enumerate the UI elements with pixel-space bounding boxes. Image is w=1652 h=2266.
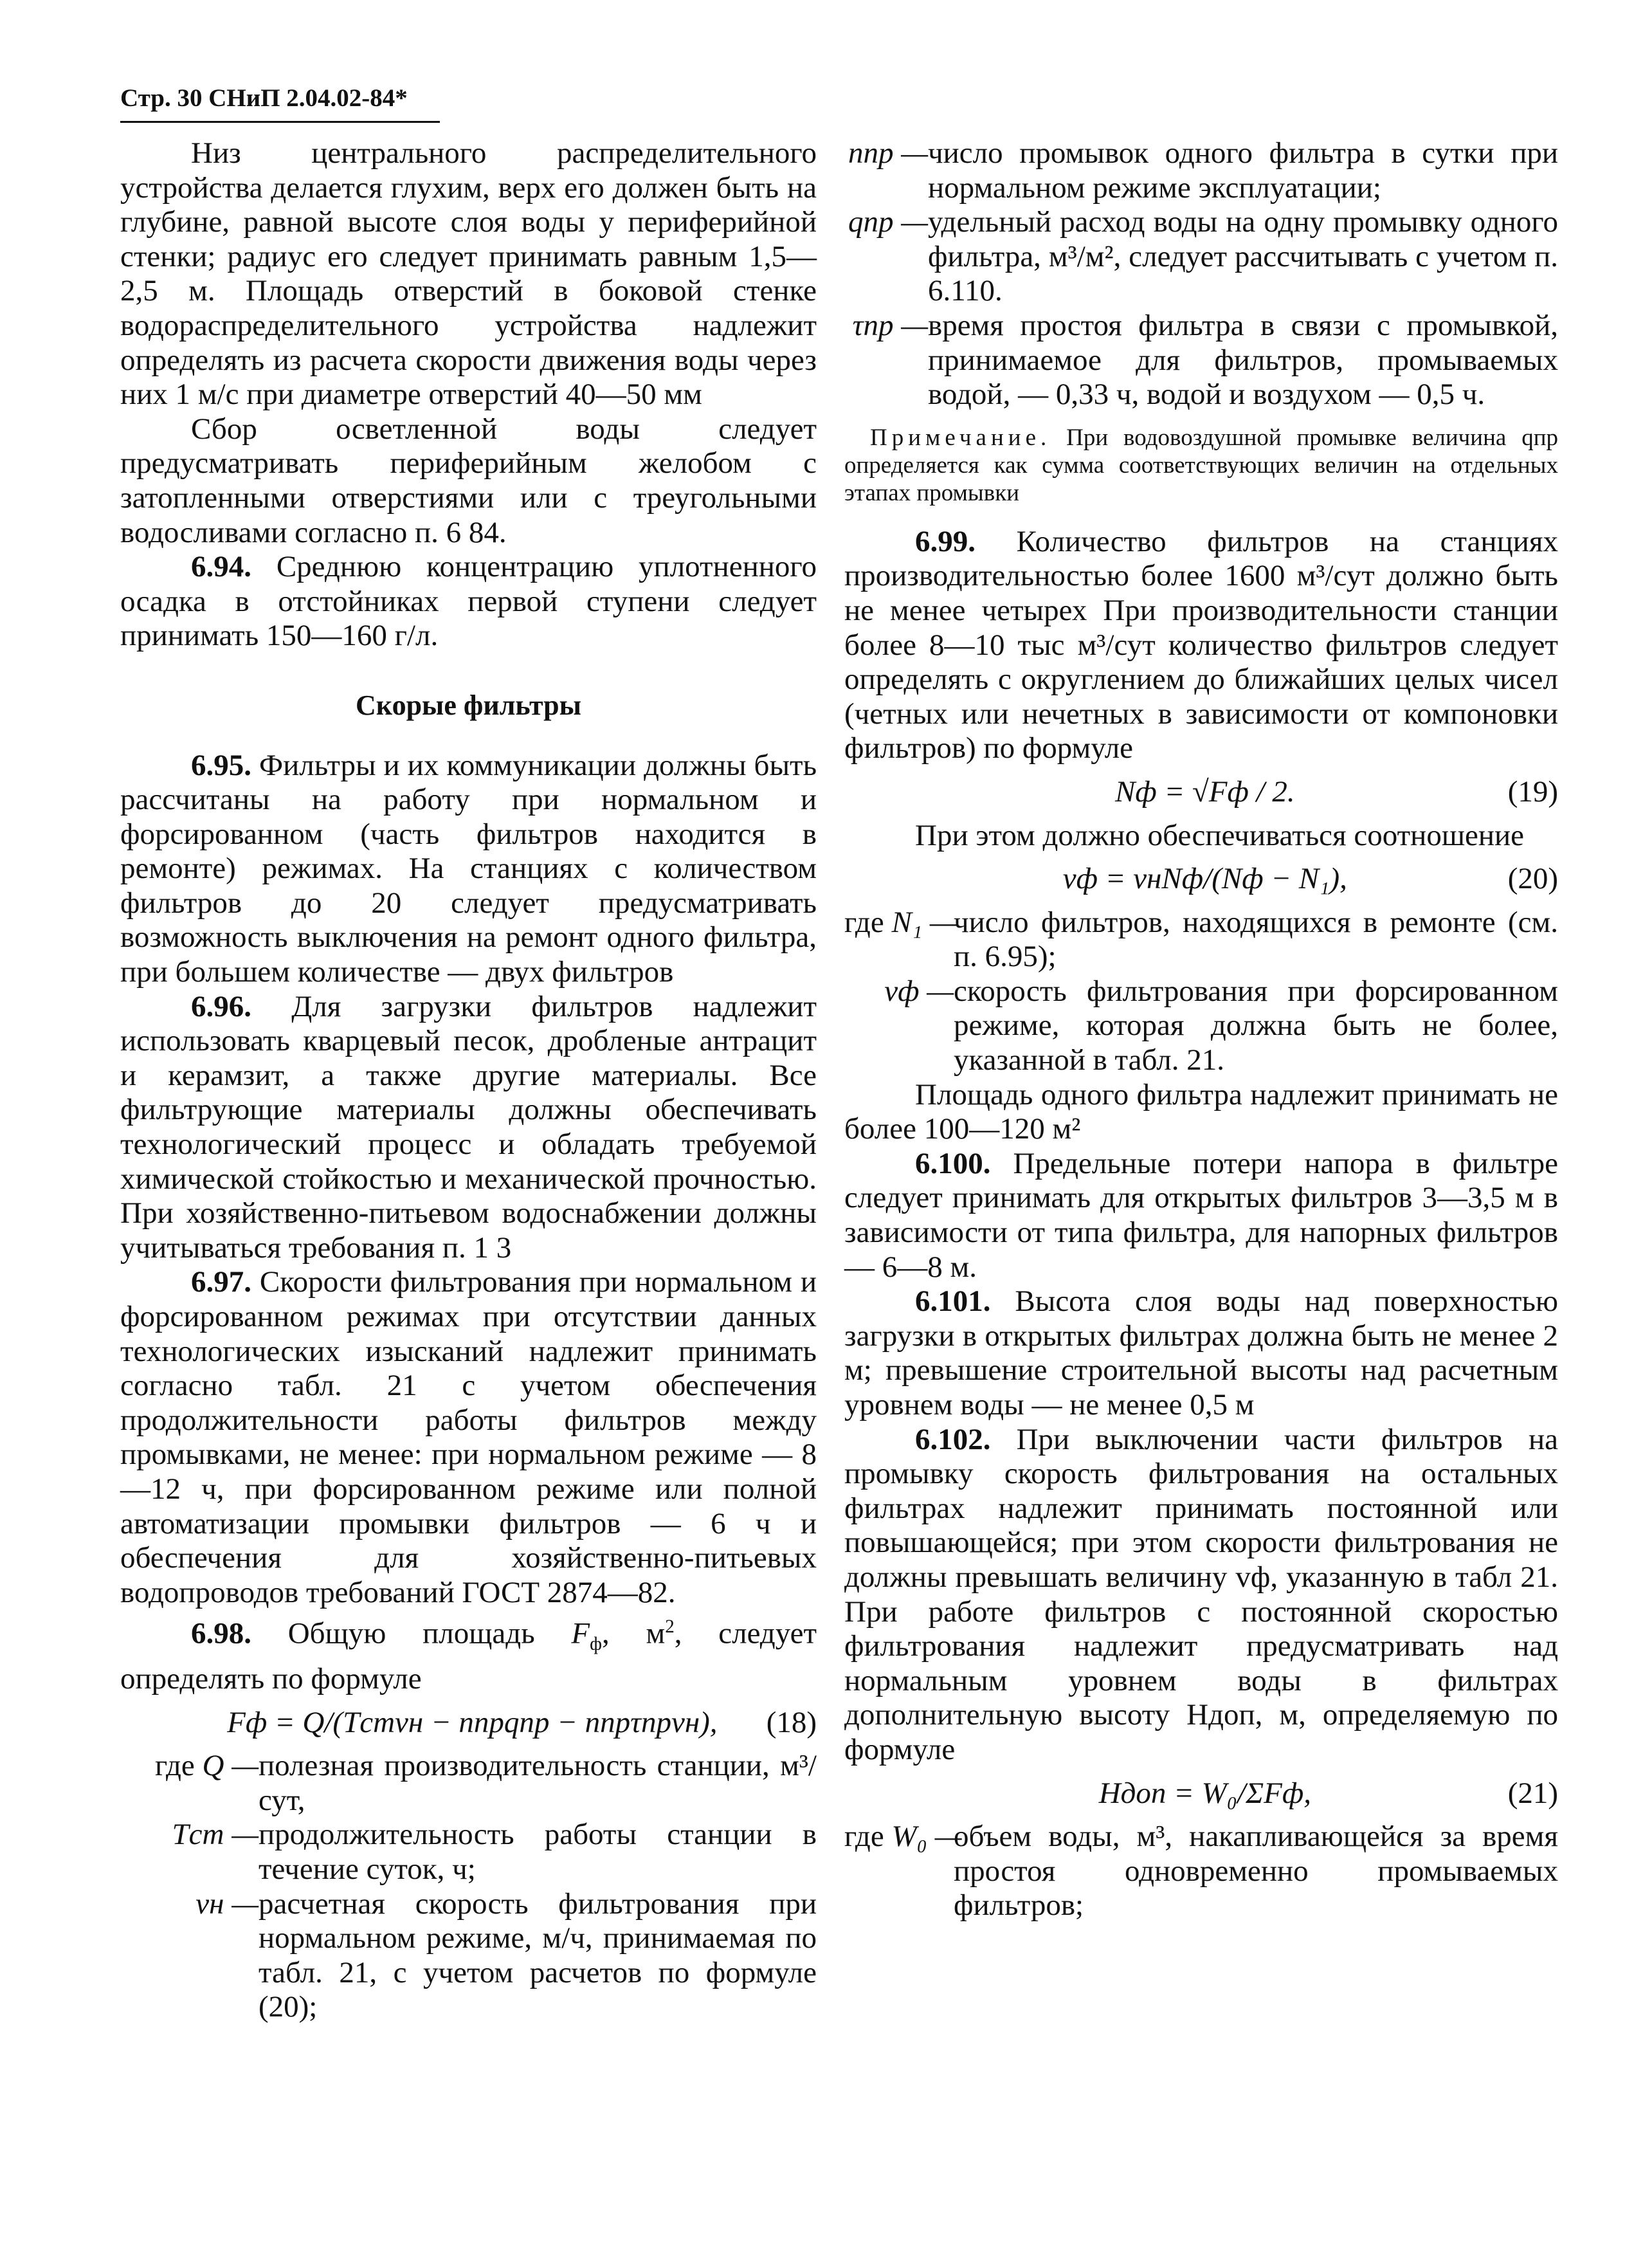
formula-18 (120, 1706, 817, 1741)
formula-19 (844, 775, 1558, 810)
formula-expression: vф = vнNф/(Nф − N₁), (1062, 862, 1347, 896)
formula-number: (19) (1507, 774, 1558, 809)
clause-text: Общую площадь (251, 1617, 572, 1650)
clause-text: При выключении части фильтров на промывку скорость фильтрования на остальных фильтрах надлежит принимать постоянной или повышающейся; при этом скорости фильтрования не должны превышать величину vф, указанную в табл 21. При работе фильтров с постоянной скоростью фильтрования надлежит предусматривать над нормальным уровнем воды в фильтрах дополнительную высоту Hдоп, м, определяемую по формуле (844, 1422, 1558, 1766)
where-word: где (844, 1820, 884, 1854)
definition-symbol: Tст — (172, 1818, 259, 1852)
clause-text-unit: , м (601, 1617, 666, 1650)
where-word: где (155, 1749, 195, 1783)
definition-symbol: nпр — (848, 136, 928, 170)
definition-text: продолжительность работы станции в течение суток, ч; (259, 1818, 817, 1886)
left-column (120, 136, 817, 2025)
clause-text: Среднюю концентрацию уплотненного осадка в отстойниках первой ступени следует принимать 150—160 г/л. (120, 550, 817, 653)
symbol-F: F (571, 1617, 590, 1650)
note (844, 424, 1558, 507)
clause-6-96 (120, 990, 817, 1266)
clause-6-99 (844, 525, 1558, 766)
clause-number: 6.101. (915, 1284, 991, 1319)
formula-20 (844, 862, 1558, 897)
header-rule (120, 121, 440, 123)
paragraph-relation: При этом должно обеспечиваться соотношение (915, 818, 1525, 852)
clause-6-98 (120, 1610, 817, 1696)
definition-symbol: vн — (195, 1887, 259, 1921)
definition-text: удельный расход воды на одну промывку одного фильтра, м³/м², следует рассчитывать с учетом п. 6.110. (928, 205, 1558, 308)
definition-T (120, 1818, 817, 1887)
definition-symbol: где W₀ — (844, 1820, 962, 1854)
definition-v (120, 1887, 817, 2025)
clause-number: 6.96. (191, 989, 251, 1023)
definition-text: скорость фильтрования при форсированном режиме, которая должна быть не более, указанной в табл. 21. (954, 974, 1558, 1077)
definition-text: расчетная скорость фильтрования при нормальном режиме, м/ч, принимаемая по табл. 21, с учетом расчетов по формуле (20); (259, 1887, 817, 2024)
clause-6-94 (120, 550, 817, 653)
clause-text: Скорости фильтрования при нормальном и форсированном режимах при отсутствии данных технологических изысканий надлежит принимать согласно табл. 21 с учетом обеспечения продолжительности работы фильтров между промывками, не менее: при нормальном режиме — 8—12 ч, при форсированном режиме или полной автоматизации промывки фильтров — 6 ч и обеспечения для хозяйственно-питьевых водопроводов требований ГОСТ 2874—82. (120, 1265, 817, 1609)
clause-6-100 (844, 1147, 1558, 1284)
clause-number: 6.102. (915, 1422, 991, 1456)
definition-n (844, 136, 1558, 205)
clause-text: Высота слоя воды над поверхностью загрузки в открытых фильтрах должна быть не менее 2 м; превышение строительной высоты над расчетным уровнем воды — не менее 0,5 м (844, 1284, 1558, 1421)
formula-number: (18) (766, 1705, 817, 1739)
symbol-subscript: ф (590, 1634, 602, 1655)
where-word: где (844, 905, 884, 939)
symbol-vf: vф (884, 974, 920, 1008)
definition-symbol: vф — (884, 974, 954, 1008)
definition-symbol: qпр — (848, 205, 928, 239)
clause-number: 6.99. (915, 524, 976, 558)
clause-text: Для загрузки фильтров надлежит использовать кварцевый песок, дробленые антрацит и керамзит, а также другие материалы. Все фильтрующие материалы должны обеспечивать технологический процесс и обладать требуемой химической стойкостью и механической прочностью. При хозяйственно-питьевом водоснабжении должны учитываться требования п. 1 3 (120, 989, 817, 1265)
unit-superscript: 2 (665, 1616, 675, 1638)
definition-vf (844, 974, 1558, 1078)
definition-Q (120, 1749, 817, 1818)
formula-expression: Nф = √Fф / 2. (1115, 774, 1295, 809)
definition-symbol: где Q — (155, 1749, 259, 1783)
paragraph-clarified-water: Сбор осветленной воды следует предусматривать периферийным желобом с затопленными отверстиями или с треугольными водосливами согласно п. 6 84. (120, 412, 817, 549)
clause-text-end: , следует определять по формуле (120, 1617, 817, 1695)
symbol-Q: Q (202, 1749, 224, 1783)
formula-number: (20) (1507, 862, 1558, 896)
clause-number: 6.95. (191, 748, 251, 782)
symbol-v: vн (195, 1887, 224, 1921)
definition-text: время простоя фильтра в связи с промывкой, принимаемое для фильтров, промываемых водой, — 0,33 ч, водой и воздухом — 0,5 ч. (928, 308, 1558, 412)
section-heading: Скорые фильтры (356, 689, 581, 721)
clause-number: 6.98. (191, 1617, 251, 1650)
clause-6-102 (844, 1423, 1558, 1768)
page-header: Стр. 30 СНиП 2.04.02-84* (120, 84, 408, 112)
formula-number: (21) (1507, 1776, 1558, 1810)
clause-6-95 (120, 749, 817, 990)
symbol-T: Tст (172, 1818, 224, 1852)
symbol-tau: τпр (852, 308, 894, 342)
definition-text: объем воды, м³, накапливающейся за время простоя одновременно промываемых фильтров; (954, 1820, 1558, 1923)
definition-W (844, 1820, 1558, 1923)
definition-text: число промывок одного фильтра в сутки при нормальном режиме эксплуатации; (928, 136, 1558, 205)
symbol-q: qпр (848, 205, 894, 239)
definition-symbol: где N₁ — (844, 905, 957, 939)
note-text: При водовоздушной промывке величина qпр определяется как сумма соответствующих величин на отдельных этапах промывки (844, 424, 1558, 506)
paragraph-filter-area: Площадь одного фильтра надлежит принимать не более 100—120 м² (844, 1077, 1558, 1146)
note-label: Примечание. (870, 424, 1051, 451)
definition-tau (844, 309, 1558, 412)
definition-text: полезная производительность станции, м³/сут, (259, 1749, 817, 1817)
clause-6-101 (844, 1284, 1558, 1422)
paragraph-central-device: Низ центрального распределительного устройства делается глухим, верх его должен быть на глубине, равной высоте слоя воды у периферийной стенки; радиус его следует принимать равным 1,5—2,5 м. Площадь отверстий в боковой стенке водораспределительного устройства надлежит определять из расчета скорости движения воды через них 1 м/с при диаметре отверстий 40—50 мм (120, 136, 817, 412)
definition-N1 (844, 906, 1558, 974)
clause-6-97 (120, 1265, 817, 1610)
symbol-n: nпр (848, 136, 894, 170)
clause-number: 6.100. (915, 1146, 991, 1180)
definition-symbol: τпр — (852, 308, 928, 342)
formula-21 (844, 1777, 1558, 1811)
symbol-W: W₀ (891, 1820, 927, 1854)
definition-text: число фильтров, находящихся в ремонте (см. п. 6.95); (954, 905, 1558, 974)
clause-number: 6.97. (191, 1265, 251, 1299)
clause-number: 6.94. (191, 550, 251, 584)
clause-text: Предельные потери напора в фильтре следует принимать для открытых фильтров 3—3,5 м в зависимости от типа фильтра, для напорных фильтров — 6—8 м. (844, 1146, 1558, 1284)
clause-text: Количество фильтров на станциях производительностью более 1600 м³/сут должно быть не менее четырех При производительности станции более 8—10 тыс м³/сут количество фильтров следует определять с округлением до ближайших целых чисел (четных или нечетных в зависимости от компоновки фильтров) по формуле (844, 524, 1558, 765)
formula-expression: Fф = Q/(Tстvн − nпрqпр − nпрτпрvн), (227, 1705, 718, 1739)
right-column (844, 136, 1558, 1923)
formula-expression: Hдоп = W₀/ΣFф, (1098, 1776, 1311, 1810)
definition-q (844, 205, 1558, 309)
symbol-N1: N₁ (891, 905, 923, 939)
clause-text: Фильтры и их коммуникации должны быть рассчитаны на работу при нормальном и форсированном (часть фильтров находится в ремонте) режимах. На станциях с количеством фильтров до 20 следует предусматривать возможность выключения на ремонт одного фильтра, при большем количестве — двух фильтров (120, 748, 817, 989)
